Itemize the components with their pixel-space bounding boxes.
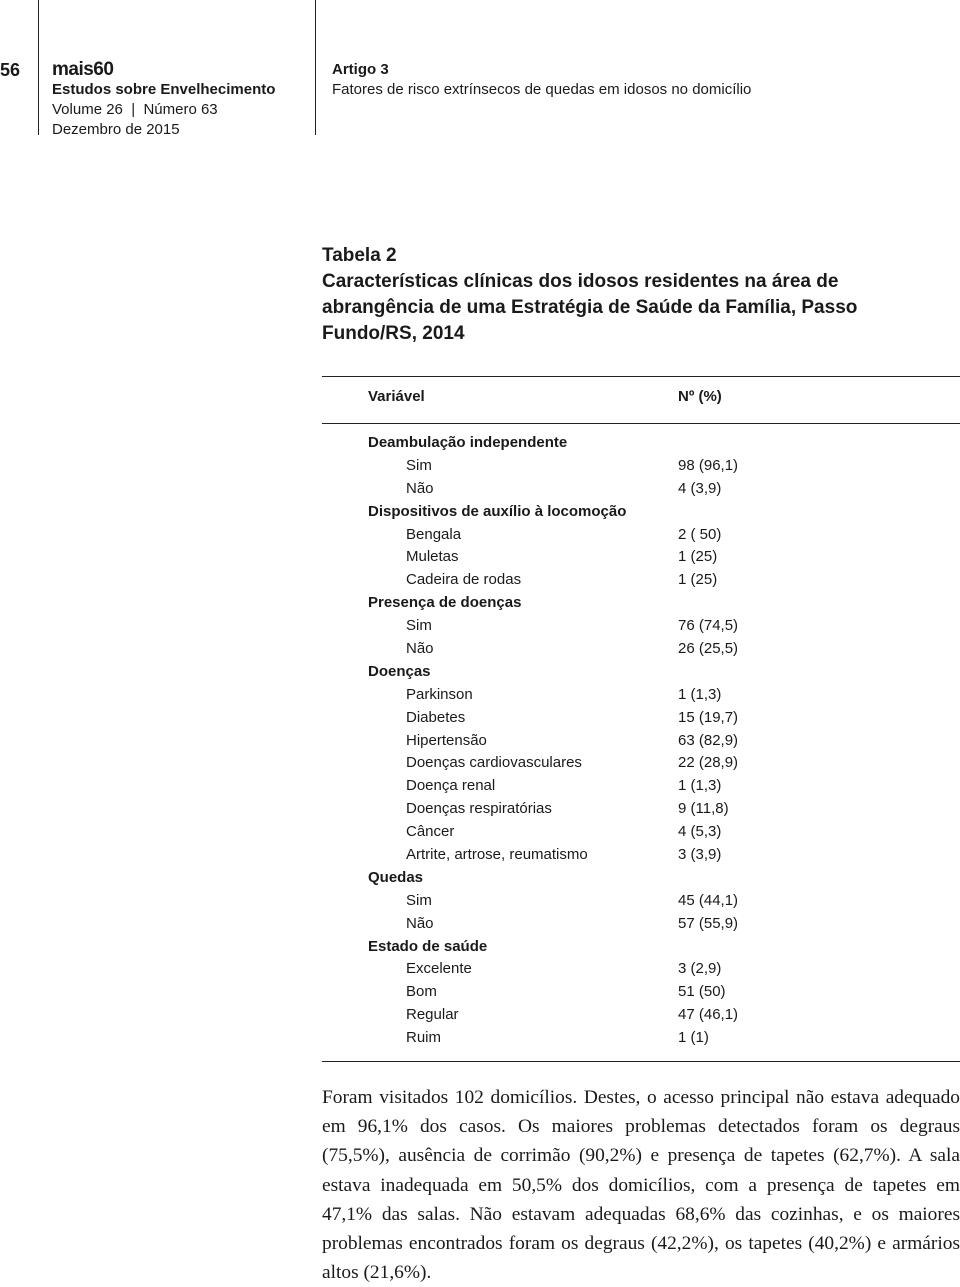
journal-date: Dezembro de 2015 [52, 121, 180, 138]
category-label: Estado de saúde [368, 937, 488, 955]
row-value: 1 (1,3) [678, 777, 722, 795]
row-value: 1 (25) [678, 548, 718, 566]
header-divider-left [38, 0, 39, 135]
page-number: 56 [0, 60, 21, 80]
row-label: Sim [406, 456, 432, 474]
article-title: Fatores de risco extrínsecos de quedas em idosos no domicílio [332, 81, 752, 98]
row-value: 1 (1) [678, 1029, 709, 1047]
table-row [322, 821, 960, 844]
table-row [322, 1004, 960, 1027]
table-row [322, 958, 960, 981]
row-label: Sim [406, 891, 432, 909]
row-label: Doença renal [406, 777, 496, 795]
row-value: 26 (25,5) [678, 640, 739, 658]
table-row [322, 981, 960, 1004]
row-label: Excelente [406, 960, 472, 978]
table-row [322, 615, 960, 638]
row-value: 2 ( 50) [678, 525, 722, 543]
article-info [332, 60, 751, 100]
row-value: 3 (3,9) [678, 846, 722, 864]
table-category-row [322, 592, 960, 615]
row-value: 1 (25) [678, 571, 718, 589]
table-row [322, 569, 960, 592]
table-category-row [322, 432, 960, 455]
category-label: Presença de doenças [368, 594, 522, 612]
row-label: Parkinson [406, 685, 473, 703]
row-value: 45 (44,1) [678, 891, 739, 909]
table-row [322, 752, 960, 775]
table-category-row [322, 501, 960, 524]
category-label: Quedas [368, 868, 424, 886]
row-label: Não [406, 479, 434, 497]
row-value: 98 (96,1) [678, 456, 739, 474]
row-value: 1 (1,3) [678, 685, 722, 703]
table-row [322, 546, 960, 569]
row-label: Bom [406, 983, 437, 1001]
table-row [322, 455, 960, 478]
table-row [322, 707, 960, 730]
column-header-variable: Variável [368, 388, 425, 405]
row-label: Muletas [406, 548, 459, 566]
table-caption-line: Características clínicas dos idosos residentes na área de [322, 271, 839, 292]
table-row [322, 478, 960, 501]
row-label: Sim [406, 617, 432, 635]
table-row [322, 684, 960, 707]
row-value: 76 (74,5) [678, 617, 739, 635]
header-divider-right [315, 0, 316, 135]
table-row [322, 775, 960, 798]
row-label: Doenças respiratórias [406, 800, 552, 818]
table-caption-line: Fundo/RS, 2014 [322, 323, 465, 344]
table-row [322, 890, 960, 913]
category-label: Dispositivos de auxílio à locomoção [368, 502, 627, 520]
table-row [322, 730, 960, 753]
row-label: Artrite, artrose, reumatismo [406, 846, 588, 864]
row-label: Doenças cardiovasculares [406, 754, 582, 772]
table-bottom-rule [322, 1061, 960, 1062]
row-value: 15 (19,7) [678, 708, 739, 726]
category-label: Deambulação independente [368, 434, 568, 451]
table-row [322, 1027, 960, 1050]
row-value: 3 (2,9) [678, 960, 722, 978]
table-category-row [322, 936, 960, 959]
row-value: 47 (46,1) [678, 1006, 739, 1024]
journal-volume: Volume 26 | Número 63 [52, 101, 218, 118]
row-value: 4 (3,9) [678, 479, 722, 497]
row-value: 63 (82,9) [678, 731, 739, 749]
body-paragraph: Foram visitados 102 domicílios. Destes, o acesso principal não estava adequado em 96,1% dos casos. Os maiores problemas detectados foram os degraus (75,5%), ausência de corrimão (90,2%) e presença de tapetes (62,7%). A sala estava inadequada em 50,5% dos domicílios, com a presença de tapetes em 47,1% das salas. Não estavam adequadas 68,6% das cozinhas, e os maiores problemas encontrados foram os degraus (42,2%), os tapetes (40,2%) e armários altos (21,6%). [322, 1087, 960, 1284]
table-title [322, 243, 942, 347]
row-label: Regular [406, 1006, 459, 1024]
row-label: Hipertensão [406, 731, 487, 749]
table-category-row [322, 661, 960, 684]
row-label: Cadeira de rodas [406, 571, 522, 589]
article-label: Artigo 3 [332, 61, 389, 78]
table-caption-line: abrangência de uma Estratégia de Saúde da Família, Passo [322, 297, 858, 318]
category-label: Doenças [368, 662, 431, 680]
table-row [322, 638, 960, 661]
data-table [322, 376, 960, 1062]
row-value: 4 (5,3) [678, 823, 722, 841]
table-row [322, 913, 960, 936]
row-label: Bengala [406, 525, 462, 543]
column-header-count: Nº (%) [678, 388, 722, 405]
row-label: Não [406, 914, 434, 932]
row-value: 57 (55,9) [678, 914, 739, 932]
table-row [322, 798, 960, 821]
table-row [322, 524, 960, 547]
row-label: Ruim [406, 1029, 442, 1047]
row-value: 9 (11,8) [678, 800, 729, 818]
journal-subtitle: Estudos sobre Envelhecimento [52, 81, 276, 98]
table-header [322, 377, 960, 423]
row-value: 22 (28,9) [678, 754, 739, 772]
table-body [322, 424, 960, 1061]
row-value: 51 (50) [678, 983, 726, 1001]
table-row [322, 844, 960, 867]
row-label: Câncer [406, 823, 455, 841]
row-label: Diabetes [406, 708, 466, 726]
table-label: Tabela 2 [322, 245, 397, 266]
row-label: Não [406, 640, 434, 658]
journal-info [52, 60, 275, 140]
journal-logo: mais60 [52, 59, 114, 80]
table-category-row [322, 867, 960, 890]
